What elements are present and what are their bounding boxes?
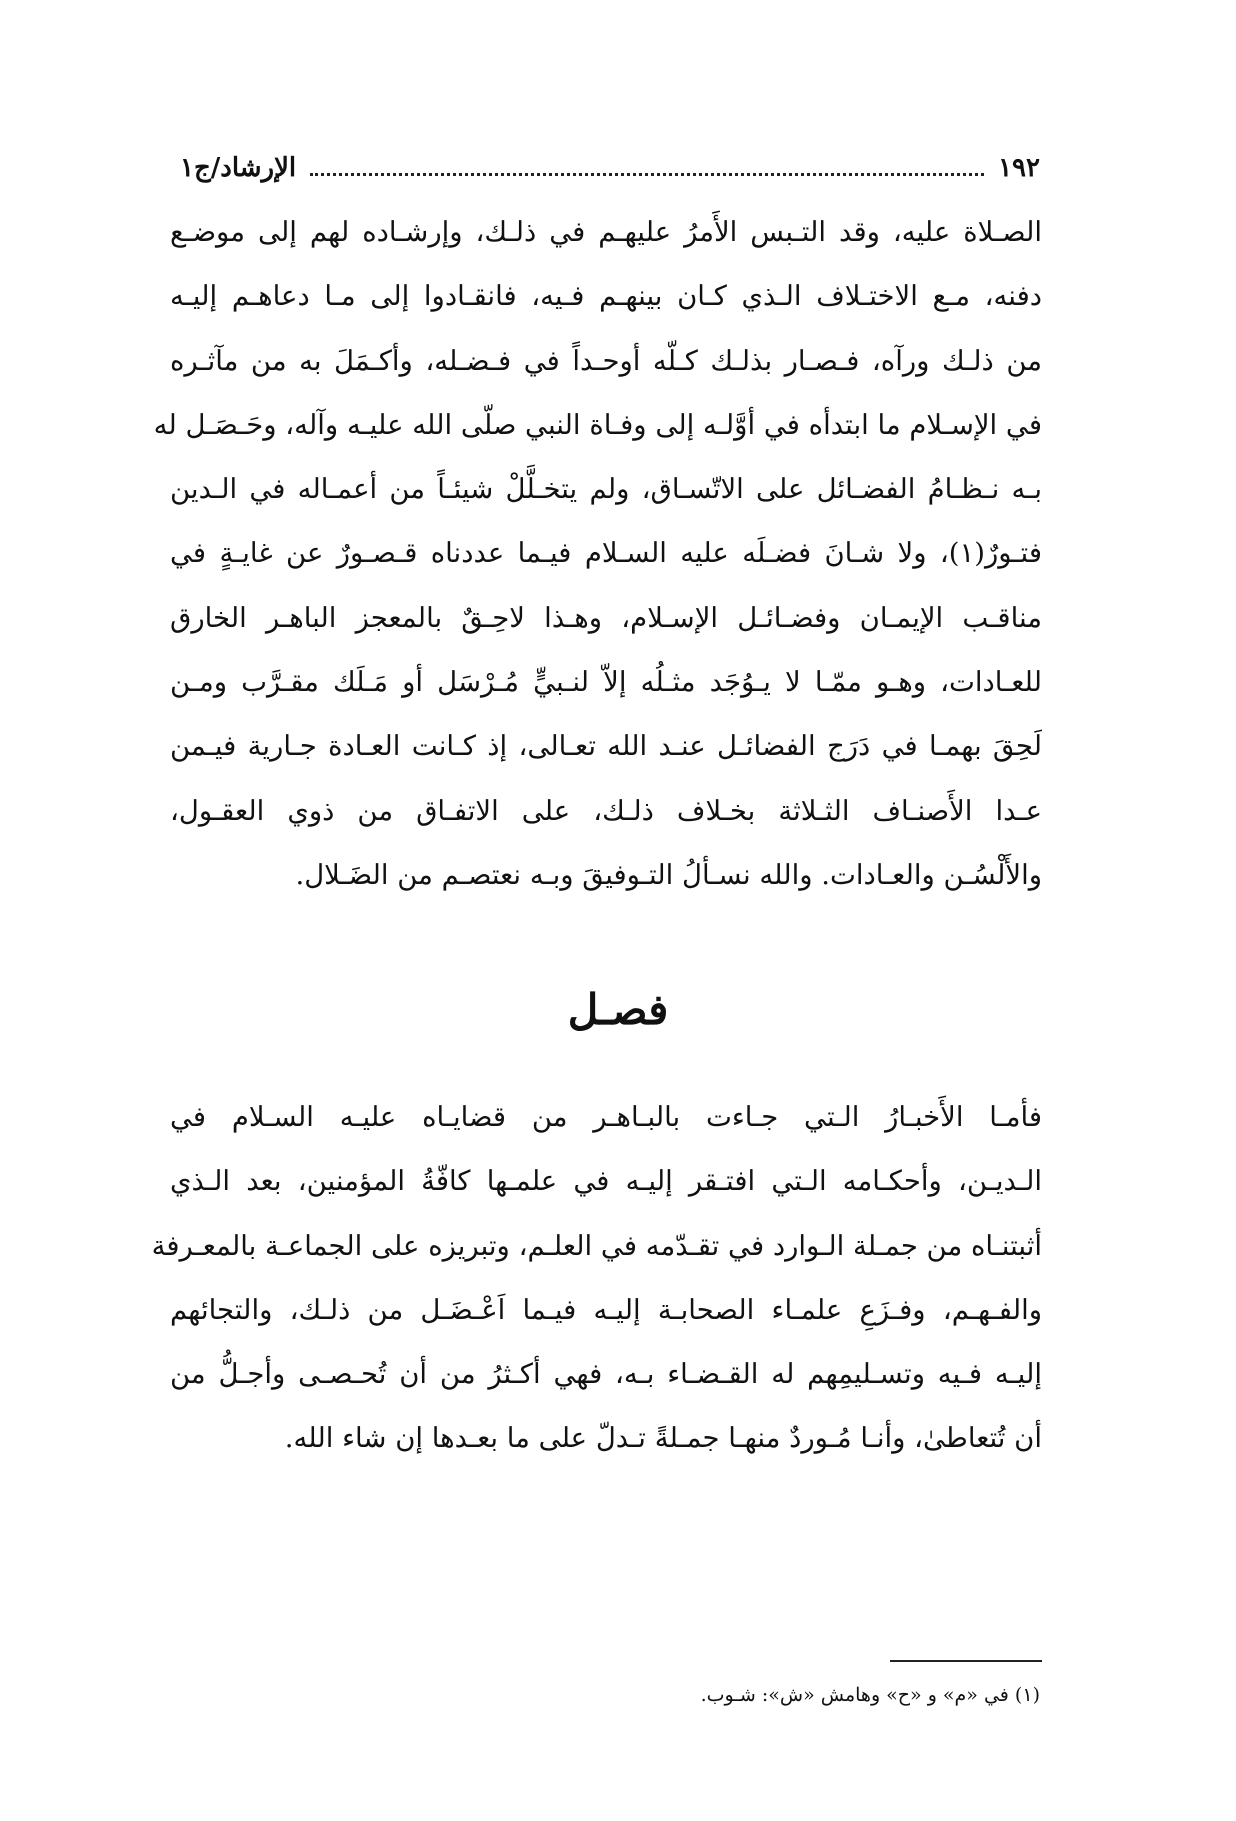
text-line: والأَلْسُـن والعـادات. والله نسـألُ التـوفيقَ وبـه نعتصـم من الضَـلال. [295, 858, 1042, 891]
text-line: من ذلـك ورآه، فـصـار بذلـك كـلّه أوحـداً في فـضـله، وأكـمَلَ به من مآثـره [170, 344, 1042, 377]
section-heading: فصـل [567, 985, 669, 1034]
footnote-divider [890, 1660, 1042, 1662]
paragraph-1 [153, 200, 1042, 907]
paragraph-2 [151, 1085, 1042, 1471]
text-line: عـدا الأَصنـاف الثـلاثة بخـلاف ذلـك، على الاتفـاق من ذوي العقـول، [170, 794, 1042, 827]
text-line: والفـهـم، وفـزَعِ علمـاء الصحابـة إليـه فيـما اَعْـضَـل من ذلـك، والتجائهم [170, 1293, 1042, 1326]
text-line: الصـلاة عليه، وقد التـبس الأَمرُ عليهـم في ذلـك، وإرشـاده لهم إلى موضـع [170, 216, 1042, 248]
text-line: للعـادات، وهـو ممّـا لا يـوُجَد مثـلُه إلاّ لنـبيٍّ مُـرْسَل أو مَـلَك مقـرَّب ومـن [170, 666, 1042, 699]
text-line: فأمـا الأَخبـارُ الـتي جـاءت بالبـاهـر من قضايـاه عليـه السـلام في [170, 1101, 1042, 1133]
page-number: ١٩٢ [998, 153, 1040, 183]
text-line: في الإسـلام ما ابتدأه في أوَّلـه إلى وفـاة النبي صلّى الله عليـه وآله، وحَـصَـل له [153, 408, 1042, 441]
book-title: الإرشاد/ج١ [180, 153, 297, 183]
text-line: فتـورٌ(١)، ولا شـانَ فضـلَه عليه السـلام فيـما عددناه قـصـورٌ عن غايـةٍ في [170, 537, 1042, 570]
text-line: بـه نـظـامُ الفضـائل على الاتّسـاق، ولم يتخـلَّلْ شيئـاً من أعمـاله في الـدين [170, 473, 1042, 506]
footnote: (١) في «م» و «ح» وهامش «ش»: شـوب. [700, 1684, 1040, 1706]
text-line: دفنه، مـع الاختـلاف الـذي كـان بينهـم فـيه، فانقـادوا إلى مـا دعاهـم إليـه [170, 280, 1042, 313]
running-header [180, 148, 1040, 188]
leader-dots [310, 173, 984, 176]
text-line: مناقـب الإيمـان وفضـائـل الإسـلام، وهـذا لاحِـقٌ بالمعجز الباهـر الخارق [170, 601, 1042, 634]
text-line: أثبتنـاه من جمـلة الـوارد في تقـدّمه في العلـم، وتبريزه على الجماعـة بالمعـرفة [151, 1229, 1042, 1262]
text-line: الـديـن، وأحكـامه الـتي افتـقر إليـه في علمـها كافّةُ المؤمنين، بعد الـذي [170, 1165, 1042, 1198]
text-line: لَحِقَ بهمـا في دَرَج الفضائـل عنـد الله تعـالى، إذ كـانت العـادة جـارية فيـمن [170, 730, 1042, 763]
text-line: إليـه فـيه وتسـليمِهم له القـضـاء بـه، فهي أكـثرُ من أن تُحـصـى وأجـلُّ من [170, 1358, 1042, 1391]
text-line: أن تُتعاطىٰ، وأنـا مُـوردٌ منهـا جمـلةً تـدلّ على ما بعـدها إن شاء الله. [284, 1422, 1042, 1455]
